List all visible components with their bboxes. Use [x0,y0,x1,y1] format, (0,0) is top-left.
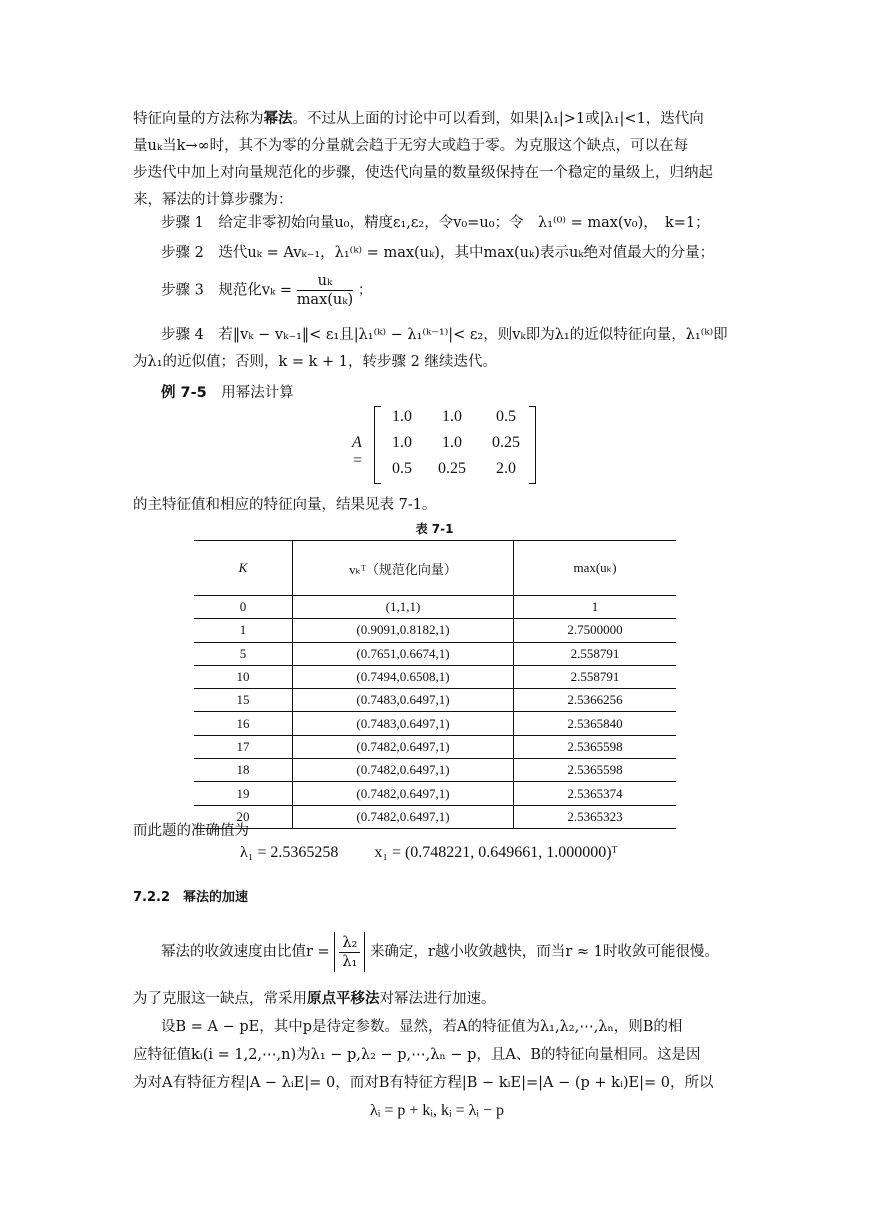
normalize-fraction: uₖ max(uₖ) [296,273,354,308]
exact-intro: 而此题的准确值为 [133,823,249,839]
example-label: 例 7-5 [161,385,207,401]
intro-line-3: 步迭代中加上对向量规范化的步骤，使迭代向量的数量级保持在一个稳定的量级上，归纳起 [133,165,713,181]
exact-eigenvector: x₁ = (0.748221, 0.649661, 1.000000)ᵀ [374,844,618,861]
table-caption: 表 7-1 [415,522,454,536]
table-row: 10 (0.7494,0.6508,1) 2.558791 [194,665,676,688]
step-3: 步骤 3 规范化vₖ = uₖ max(uₖ) ； [161,273,373,308]
table-row: 19 (0.7482,0.6497,1) 2.5365374 [194,782,676,805]
table-row: 0 (1,1,1) 1 [194,596,676,619]
intro-line-4: 来，幂法的计算步骤为： [133,192,293,208]
table-row: 1 (0.9091,0.8182,1) 2.7500000 [194,619,676,642]
exact-values [240,844,617,862]
step-4-continued: 为λ₁的近似值；否则，k = k + 1，转步骤 2 继续迭代。 [133,354,497,370]
term-power-method: 幂法 [263,111,293,127]
header-k: K [194,541,293,596]
shift-line-2: 应特征值kᵢ(i = 1,2,⋯,n)为λ₁ − p,λ₂ − p,⋯,λₙ − p，且A、B的特征向量相同。这是因 [133,1047,701,1063]
table-row: 5 (0.7651,0.6674,1) 2.558791 [194,642,676,665]
table-row: 15 (0.7483,0.6497,1) 2.5366256 [194,689,676,712]
intro-line-2: 量uₖ当k→∞时，其不为零的分量就会趋于无穷大或趋于零。为克服这个缺点，可以在每 [133,138,689,154]
shift-intro: 为了克服这一缺点，常采用原点平移法对幂法进行加速。 [133,991,496,1007]
table-header-row [194,541,676,596]
shift-line-1: 设B = A − pE，其中p是待定参数。显然，若A的特征值为λ₁,λ₂,⋯,λₙ，则B的相 [161,1019,683,1035]
section-heading: 7.2.2 幂法的加速 [133,890,249,905]
matrix-row: 0.5 0.25 2.0 [392,460,516,477]
step-2: 步骤 2 迭代uₖ = Avₖ₋₁，λ₁⁽ᵏ⁾ = max(uₖ)，其中max(uₖ)表示uₖ绝对值最大的分量； [161,245,715,261]
table-row: 16 (0.7483,0.6497,1) 2.5365840 [194,712,676,735]
shift-line-3: 为对A有特征方程|A − λᵢE|= 0，而对B有特征方程|B − kᵢE|=|A − (p + kᵢ)E|= 0，所以 [133,1075,714,1091]
header-vector: vₖᵀ（规范化向量） [293,541,514,596]
matrix-row: 1.0 1.0 0.5 [392,408,516,425]
convergence-paragraph: 幂法的收敛速度由比值r = $\frac{\text{λ₂}}{\text{λ₁}}$ 来确定，r越小收敛越快，而当r ≈ 1时收敛可能很慢。 [161,932,741,972]
exact-eigenvalue: λ₁ = 2.5365258 [240,844,339,861]
intro-line-1: 特征向量的方法称为幂法。不过从上面的讨论中可以看到，如果|λ₁|>1或|λ₁|<1，迭代向 [133,111,704,127]
table-row: 18 (0.7482,0.6497,1) 2.5365598 [194,759,676,782]
results-table [194,540,676,829]
paragraph-intro [133,106,741,214]
step-1: 步骤 1 给定非零初始向量u₀，精度ε₁,ε₂，令v₀=u₀；令 λ₁⁽⁰⁾ = max(v₀)， k=1； [161,215,710,231]
example-after-text: 的主特征值和相应的特征向量，结果见表 7-1。 [133,497,437,513]
final-equation: λᵢ = p + kᵢ, kᵢ = λᵢ − p [369,1102,505,1119]
matrix-row: 1.0 1.0 0.25 [392,434,520,451]
matrix-lhs: A = [352,434,363,469]
header-max: max(uₖ) [514,541,677,596]
step-4: 步骤 4 若‖vₖ − vₖ₋₁‖< ε₁且|λ₁⁽ᵏ⁾ − λ₁⁽ᵏ⁻¹⁾|< ε₂，则vₖ即为λ₁的近似特征向量，λ₁⁽ᵏ⁾即 [161,327,728,343]
table-row: 20 (0.7482,0.6497,1) 2.5365323 [194,805,676,828]
matrix-brackets [374,406,536,484]
table-row: 17 (0.7482,0.6497,1) 2.5365598 [194,735,676,758]
term-origin-shift: 原点平移法 [307,991,380,1007]
example-title: 例 7-5 用幂法计算 [161,385,294,401]
ratio-fraction: $\frac{\text{λ₂}}{\text{λ₁}}$ [334,932,365,972]
